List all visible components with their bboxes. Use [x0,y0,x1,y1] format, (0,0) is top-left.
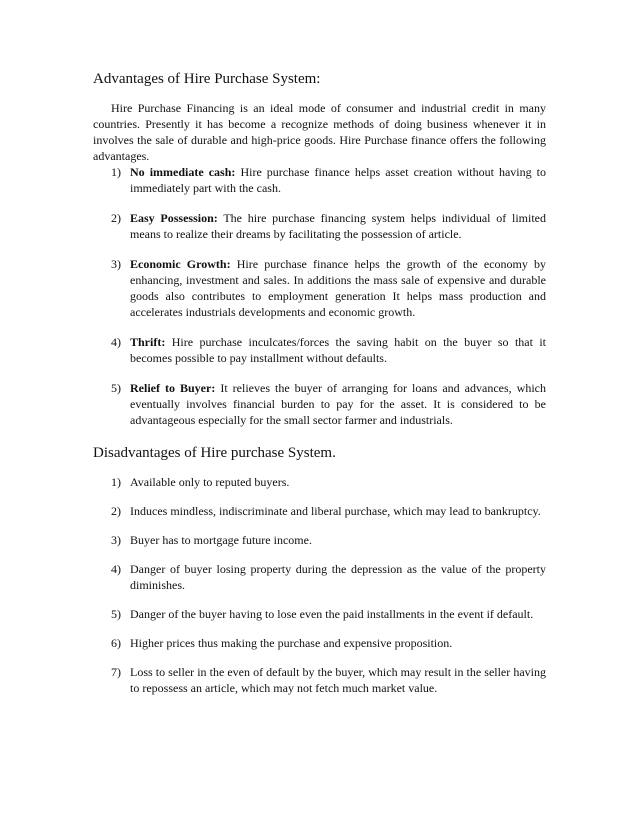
advantage-item [93,164,546,196]
item-term: No immediate cash: [130,165,236,179]
disadvantage-item [93,532,546,548]
disadvantage-item [93,561,546,593]
disadvantages-heading: Disadvantages of Hire purchase System. [93,445,336,461]
item-text: Loss to seller in the even of default by the buyer, which may result in the seller having to repossess an article, which may not fetch much market value. [130,665,546,695]
advantage-item [93,210,546,242]
item-term: Economic Growth: [130,257,231,271]
item-term: Thrift: [130,335,166,349]
item-text: The hire purchase financing system helps individual of limited means to realize their dreams by facilitating the possession of article. [130,211,547,241]
item-term: Easy Possession: [130,211,218,225]
item-number: 5) [111,607,121,621]
item-text: Induces mindless, indiscriminate and liberal purchase, which may lead to bankruptcy. [130,504,541,518]
item-text: Hire purchase finance helps asset creation without having to immediately part with the cash. [130,165,546,195]
disadvantage-item [93,503,546,519]
item-text: Higher prices thus making the purchase and expensive proposition. [130,636,453,650]
item-text: Danger of buyer losing property during the depression as the value of the property diminishes. [130,562,546,592]
item-text: Danger of the buyer having to lose even the paid installments in the event if default. [130,607,534,621]
item-text: It relieves the buyer of arranging for loans and advances, which eventually involves financial burden to pay for the asset. It is considered to be advantageous especially for the small sector farmer and industrials. [130,381,546,427]
item-number: 3) [111,533,121,547]
document-page [93,70,546,709]
disadvantage-item [93,664,546,696]
advantage-item [93,256,546,320]
advantages-heading: Advantages of Hire Purchase System: [93,71,321,87]
advantage-item [93,334,546,366]
item-text: Buyer has to mortgage future income. [130,533,312,547]
advantage-item [93,380,546,428]
item-number: 1) [111,475,121,489]
item-number: 4) [111,335,121,349]
item-text: Hire purchase inculcates/forces the saving habit on the buyer so that it becomes possible to pay installment without defaults. [130,335,546,365]
item-text: Available only to reputed buyers. [130,475,290,489]
item-number: 3) [111,257,121,271]
disadvantage-item [93,606,546,622]
item-text: Hire purchase finance helps the growth of the economy by enhancing, investment and sales. In additions the mass sale of expensive and durable goods also contributes to employment generation It helps mass production and accelerates industrials developments and economic growth. [130,257,547,319]
advantages-intro: Hire Purchase Financing is an ideal mode of consumer and industrial credit in many countries. Presently it has become a recognize methods of doing business whenever it in involves the sale of durable and high-price goods. Hire Purchase finance offers the following advantages. [93,101,546,163]
disadvantages-list [93,474,546,696]
item-term: Relief to Buyer: [130,381,216,395]
item-number: 6) [111,636,121,650]
item-number: 1) [111,165,121,179]
disadvantage-item [93,635,546,651]
item-number: 7) [111,665,121,679]
item-number: 2) [111,211,121,225]
item-number: 4) [111,562,121,576]
advantages-list [93,164,546,428]
disadvantage-item [93,474,546,490]
item-number: 5) [111,381,121,395]
item-number: 2) [111,504,121,518]
